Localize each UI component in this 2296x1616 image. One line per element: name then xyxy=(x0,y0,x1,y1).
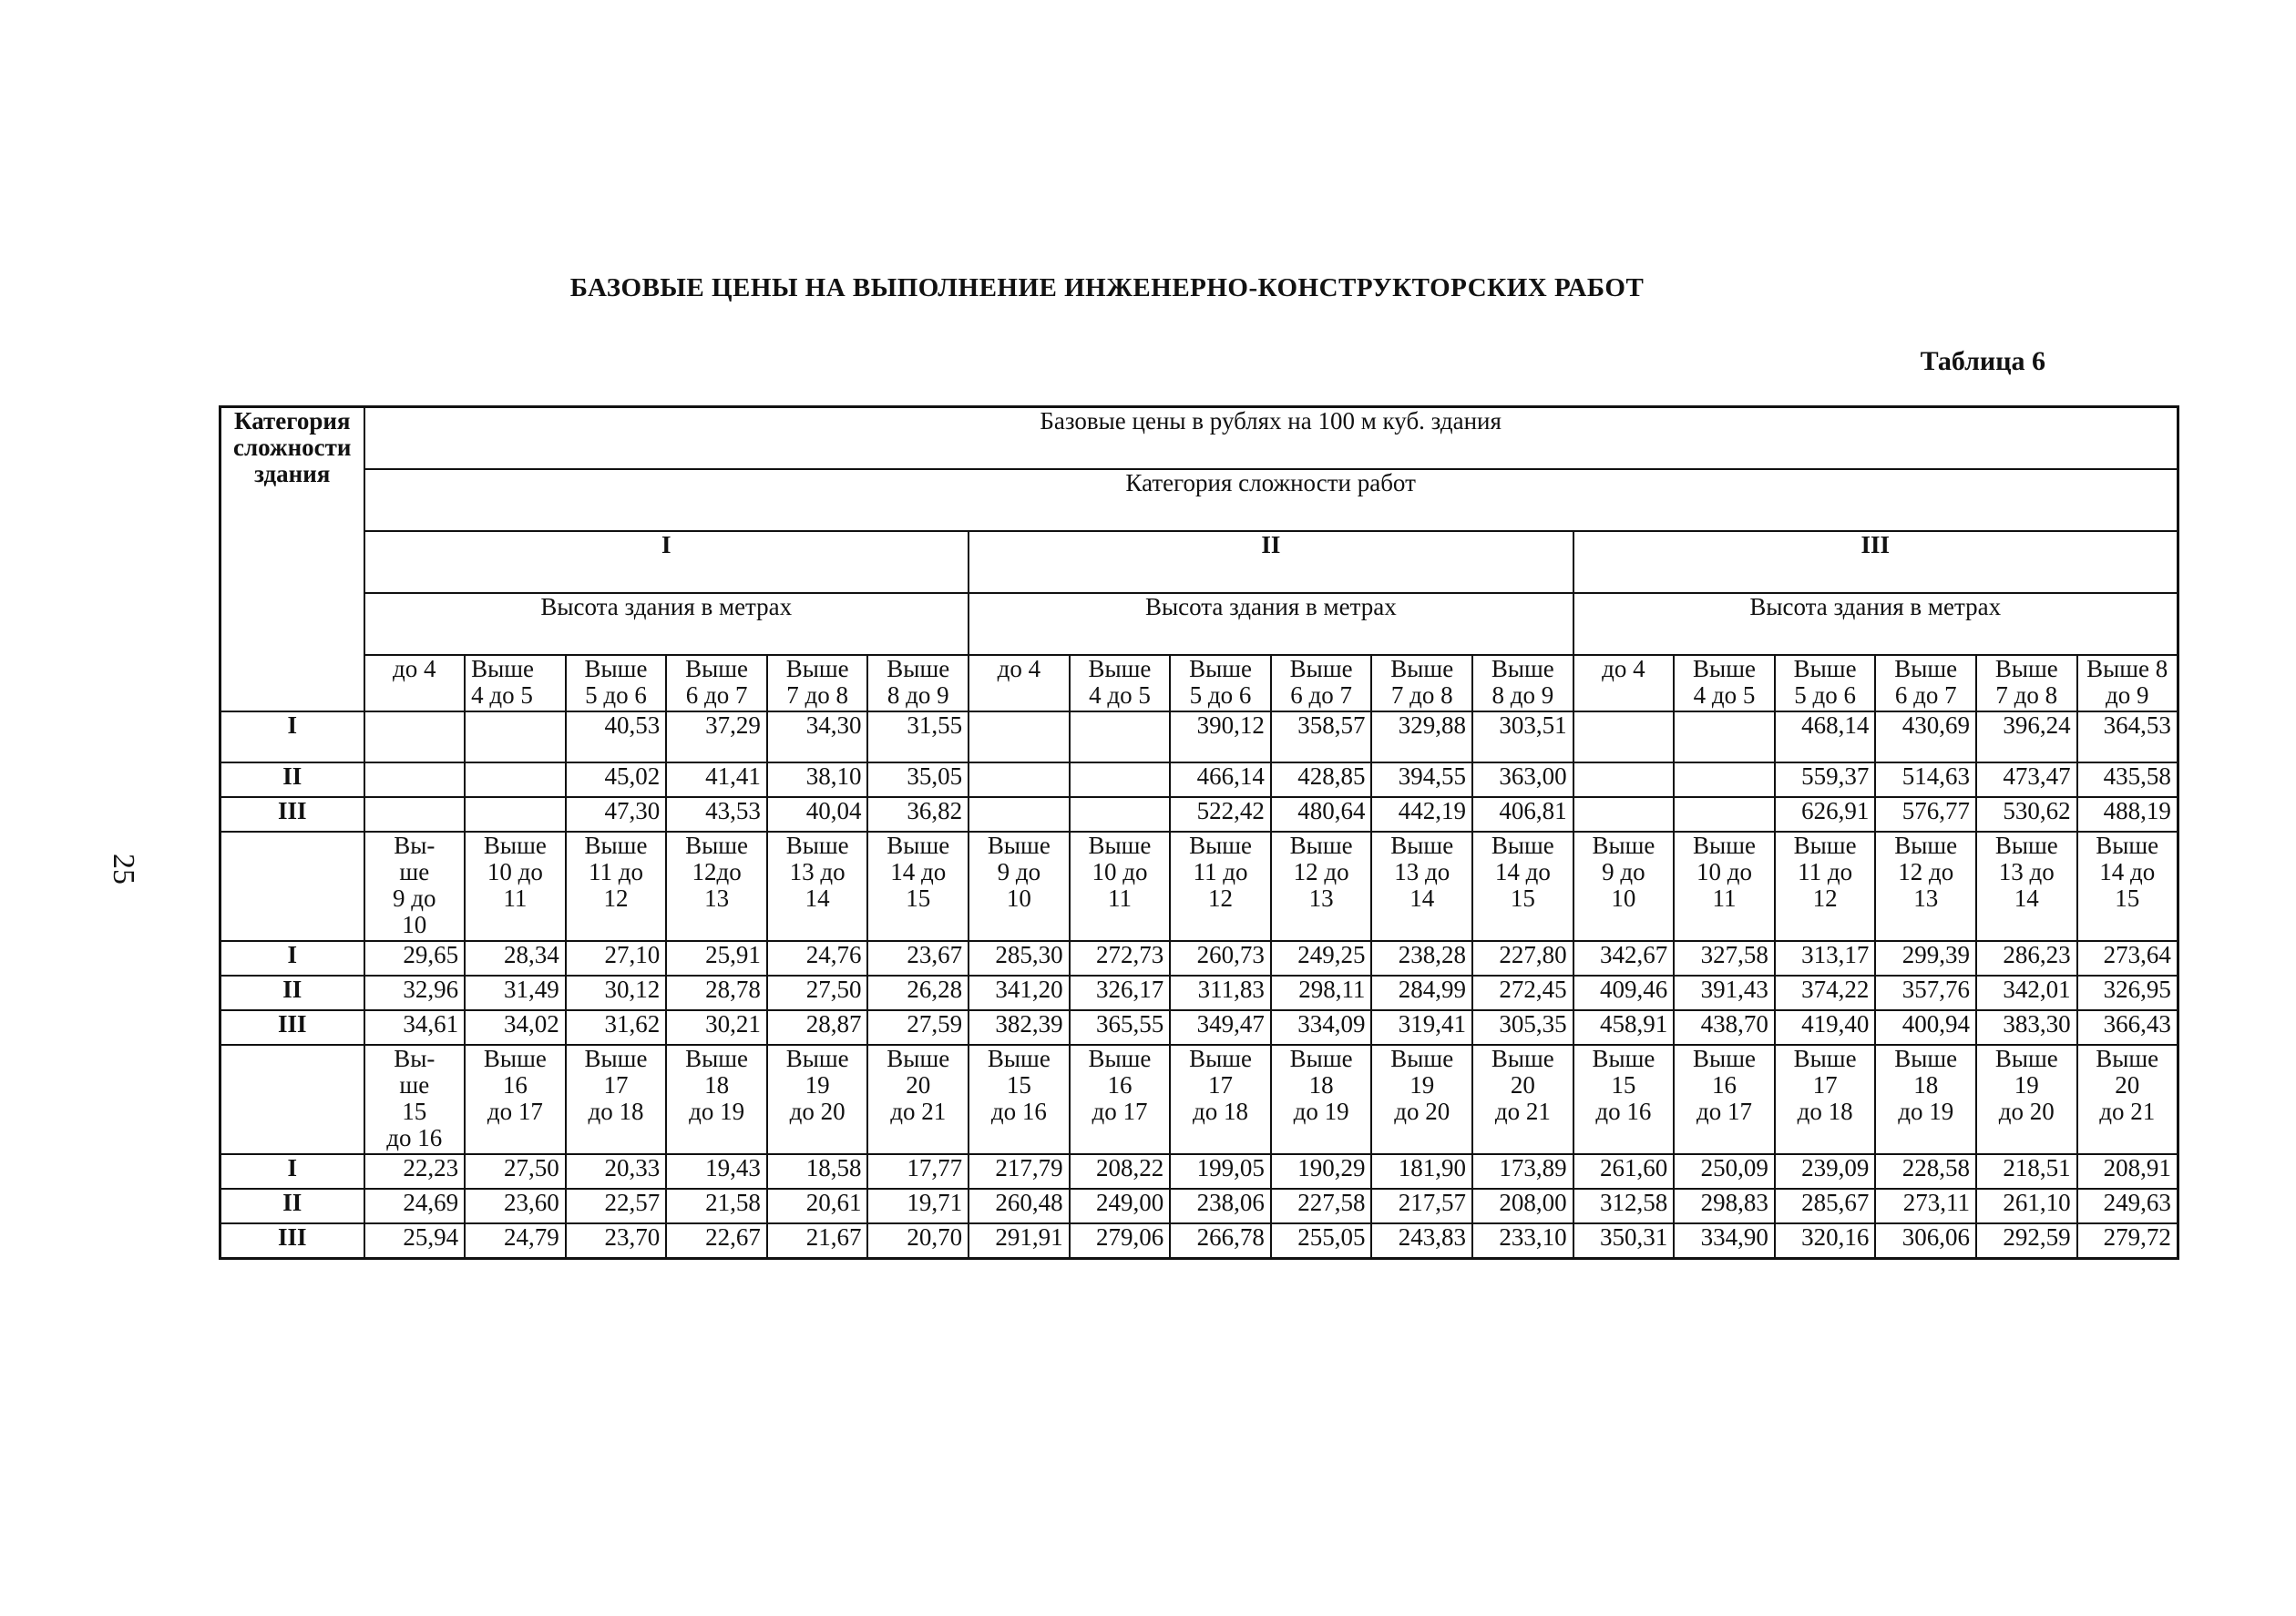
price-cell: 41,41 xyxy=(666,762,767,797)
price-cell: 25,91 xyxy=(666,941,767,976)
work-category-header: Категория сложности работ xyxy=(364,469,2178,531)
column-header: Выше 4 до 5 xyxy=(465,655,566,711)
price-cell: 559,37 xyxy=(1775,762,1876,797)
price-cell: 273,64 xyxy=(2077,941,2178,976)
price-cell: 364,53 xyxy=(2077,711,2178,762)
price-cell xyxy=(1070,711,1171,762)
price-cell: 249,00 xyxy=(1070,1189,1171,1223)
price-cell xyxy=(1674,711,1775,762)
price-cell: 261,60 xyxy=(1573,1154,1675,1189)
column-header: Выше 9 до 10 xyxy=(969,832,1070,941)
price-cell: 199,05 xyxy=(1170,1154,1271,1189)
price-cell: 40,04 xyxy=(767,797,868,832)
price-cell: 208,00 xyxy=(1472,1189,1573,1223)
price-cell: 20,61 xyxy=(767,1189,868,1223)
price-cell: 40,53 xyxy=(566,711,667,762)
price-cell: 27,10 xyxy=(566,941,667,976)
price-cell: 20,70 xyxy=(867,1223,969,1259)
price-cell: 279,72 xyxy=(2077,1223,2178,1259)
price-cell: 28,87 xyxy=(767,1010,868,1045)
table-label: Таблица 6 xyxy=(1920,346,2045,376)
price-cell: 430,69 xyxy=(1875,711,1976,762)
price-cell xyxy=(465,797,566,832)
work-category-i: I xyxy=(364,531,969,593)
price-cell xyxy=(1070,797,1171,832)
column-header: Выше 15 до 16 xyxy=(969,1045,1070,1154)
work-category-ii: II xyxy=(969,531,1573,593)
price-cell: 30,21 xyxy=(666,1010,767,1045)
price-cell: 313,17 xyxy=(1775,941,1876,976)
price-cell: 305,35 xyxy=(1472,1010,1573,1045)
row-category: I xyxy=(220,941,364,976)
price-cell: 400,94 xyxy=(1875,1010,1976,1045)
column-header: Выше 19 до 20 xyxy=(767,1045,868,1154)
price-cell: 374,22 xyxy=(1775,976,1876,1010)
price-cell: 31,55 xyxy=(867,711,969,762)
price-cell: 292,59 xyxy=(1976,1223,2077,1259)
price-cell: 260,48 xyxy=(969,1189,1070,1223)
price-cell: 365,55 xyxy=(1070,1010,1171,1045)
price-cell: 286,23 xyxy=(1976,941,2077,976)
price-cell xyxy=(1573,711,1675,762)
column-header: Выше 5 до 6 xyxy=(566,655,667,711)
price-cell: 217,57 xyxy=(1371,1189,1472,1223)
table-row xyxy=(220,762,2178,797)
block-header-blank xyxy=(220,832,364,941)
price-cell: 306,06 xyxy=(1875,1223,1976,1259)
price-header: Базовые цены в рублях на 100 м куб. здания xyxy=(364,407,2178,470)
column-header: Выше 14 до 15 xyxy=(1472,832,1573,941)
price-cell: 17,77 xyxy=(867,1154,969,1189)
block-header-blank xyxy=(220,1045,364,1154)
price-cell xyxy=(364,762,466,797)
price-cell: 208,22 xyxy=(1070,1154,1171,1189)
price-cell: 382,39 xyxy=(969,1010,1070,1045)
price-cell: 329,88 xyxy=(1371,711,1472,762)
price-cell: 21,67 xyxy=(767,1223,868,1259)
price-cell: 19,71 xyxy=(867,1189,969,1223)
column-header: Выше 15 до 16 xyxy=(1573,1045,1675,1154)
column-header: Выше 17 до 18 xyxy=(1170,1045,1271,1154)
price-cell: 34,02 xyxy=(465,1010,566,1045)
price-cell: 357,76 xyxy=(1875,976,1976,1010)
height-header-ii: Высота здания в метрах xyxy=(969,593,1573,655)
column-header: Выше 6 до 7 xyxy=(1875,655,1976,711)
price-cell xyxy=(969,797,1070,832)
column-header: Выше 18 до 19 xyxy=(1875,1045,1976,1154)
price-cell: 249,25 xyxy=(1271,941,1372,976)
column-header: Выше 14 до 15 xyxy=(867,832,969,941)
price-cell: 473,47 xyxy=(1976,762,2077,797)
price-cell: 19,43 xyxy=(666,1154,767,1189)
price-cell: 34,30 xyxy=(767,711,868,762)
price-cell: 238,28 xyxy=(1371,941,1472,976)
price-cell: 28,78 xyxy=(666,976,767,1010)
column-header: Выше 13 до 14 xyxy=(1976,832,2077,941)
price-cell: 409,46 xyxy=(1573,976,1675,1010)
price-cell: 530,62 xyxy=(1976,797,2077,832)
price-cell: 238,06 xyxy=(1170,1189,1271,1223)
column-header: Выше 10 до 11 xyxy=(1674,832,1775,941)
price-cell: 394,55 xyxy=(1371,762,1472,797)
price-cell xyxy=(465,711,566,762)
table-row xyxy=(220,797,2178,832)
column-header: Выше 4 до 5 xyxy=(1674,655,1775,711)
price-cell: 334,09 xyxy=(1271,1010,1372,1045)
price-cell: 260,73 xyxy=(1170,941,1271,976)
column-header: Выше 6 до 7 xyxy=(666,655,767,711)
price-cell: 250,09 xyxy=(1674,1154,1775,1189)
price-cell: 342,01 xyxy=(1976,976,2077,1010)
column-header: Выше 20 до 21 xyxy=(867,1045,969,1154)
column-header: Выше 10 до 11 xyxy=(465,832,566,941)
price-cell: 218,51 xyxy=(1976,1154,2077,1189)
price-cell: 284,99 xyxy=(1371,976,1472,1010)
price-cell xyxy=(1674,797,1775,832)
table-row xyxy=(220,1223,2178,1259)
column-header: до 4 xyxy=(969,655,1070,711)
price-cell: 22,23 xyxy=(364,1154,466,1189)
price-cell: 366,43 xyxy=(2077,1010,2178,1045)
price-cell: 190,29 xyxy=(1271,1154,1372,1189)
price-cell xyxy=(969,711,1070,762)
column-header: Выше 20 до 21 xyxy=(1472,1045,1573,1154)
price-cell: 31,49 xyxy=(465,976,566,1010)
column-header: Выше 14 до 15 xyxy=(2077,832,2178,941)
price-cell: 31,62 xyxy=(566,1010,667,1045)
price-cell: 181,90 xyxy=(1371,1154,1472,1189)
row-category: I xyxy=(220,711,364,762)
price-cell: 29,65 xyxy=(364,941,466,976)
price-cell: 28,34 xyxy=(465,941,566,976)
price-cell: 326,17 xyxy=(1070,976,1171,1010)
row-category: III xyxy=(220,797,364,832)
price-cell: 312,58 xyxy=(1573,1189,1675,1223)
price-cell xyxy=(969,762,1070,797)
price-cell: 23,67 xyxy=(867,941,969,976)
price-cell: 298,83 xyxy=(1674,1189,1775,1223)
price-cell: 383,30 xyxy=(1976,1010,2077,1045)
column-header: Выше 12 до 13 xyxy=(1271,832,1372,941)
price-cell: 35,05 xyxy=(867,762,969,797)
column-header: Выше 12 до 13 xyxy=(1875,832,1976,941)
price-cell: 303,51 xyxy=(1472,711,1573,762)
price-cell: 45,02 xyxy=(566,762,667,797)
price-cell xyxy=(465,762,566,797)
column-header: Выше 19 до 20 xyxy=(1976,1045,2077,1154)
price-cell: 26,28 xyxy=(867,976,969,1010)
price-cell: 466,14 xyxy=(1170,762,1271,797)
price-cell: 341,20 xyxy=(969,976,1070,1010)
table-row xyxy=(220,1189,2178,1223)
price-cell: 350,31 xyxy=(1573,1223,1675,1259)
column-header: Выше 10 до 11 xyxy=(1070,832,1171,941)
price-cell: 428,85 xyxy=(1271,762,1372,797)
price-cell: 21,58 xyxy=(666,1189,767,1223)
page-number: 25 xyxy=(107,854,140,885)
price-cell: 239,09 xyxy=(1775,1154,1876,1189)
column-header: Выше 7 до 8 xyxy=(1976,655,2077,711)
price-cell: 358,57 xyxy=(1271,711,1372,762)
price-cell: 24,69 xyxy=(364,1189,466,1223)
price-cell: 27,59 xyxy=(867,1010,969,1045)
row-category: II xyxy=(220,1189,364,1223)
price-cell: 32,96 xyxy=(364,976,466,1010)
column-header: Выше 16 до 17 xyxy=(1674,1045,1775,1154)
row-category: I xyxy=(220,1154,364,1189)
price-cell: 273,11 xyxy=(1875,1189,1976,1223)
price-cell: 22,67 xyxy=(666,1223,767,1259)
price-cell xyxy=(364,797,466,832)
column-header: Выше 5 до 6 xyxy=(1170,655,1271,711)
price-cell: 272,73 xyxy=(1070,941,1171,976)
price-cell: 311,83 xyxy=(1170,976,1271,1010)
price-cell: 363,00 xyxy=(1472,762,1573,797)
price-cell: 458,91 xyxy=(1573,1010,1675,1045)
column-header: Выше 8 до 9 xyxy=(867,655,969,711)
column-header: Выше 11 до 12 xyxy=(566,832,667,941)
column-header: Выше 9 до 10 xyxy=(1573,832,1675,941)
price-cell: 279,06 xyxy=(1070,1223,1171,1259)
column-header: Выше 13 до 14 xyxy=(767,832,868,941)
price-cell: 249,63 xyxy=(2077,1189,2178,1223)
column-header: до 4 xyxy=(364,655,466,711)
column-header: Выше 6 до 7 xyxy=(1271,655,1372,711)
price-cell: 442,19 xyxy=(1371,797,1472,832)
price-cell: 36,82 xyxy=(867,797,969,832)
price-cell: 38,10 xyxy=(767,762,868,797)
column-header: Вы- ше 9 до 10 xyxy=(364,832,466,941)
price-cell: 23,60 xyxy=(465,1189,566,1223)
column-header: Выше 13 до 14 xyxy=(1371,832,1472,941)
price-cell: 43,53 xyxy=(666,797,767,832)
price-cell: 326,95 xyxy=(2077,976,2178,1010)
price-cell: 435,58 xyxy=(2077,762,2178,797)
price-cell: 255,05 xyxy=(1271,1223,1372,1259)
column-header: Выше 11 до 12 xyxy=(1170,832,1271,941)
price-cell: 227,80 xyxy=(1472,941,1573,976)
work-category-iii: III xyxy=(1573,531,2178,593)
price-cell: 342,67 xyxy=(1573,941,1675,976)
price-cell: 488,19 xyxy=(2077,797,2178,832)
price-cell: 24,79 xyxy=(465,1223,566,1259)
column-header: Выше 12до 13 xyxy=(666,832,767,941)
column-header: Выше 7 до 8 xyxy=(1371,655,1472,711)
price-cell: 228,58 xyxy=(1875,1154,1976,1189)
price-cell: 285,67 xyxy=(1775,1189,1876,1223)
price-cell: 20,33 xyxy=(566,1154,667,1189)
price-cell xyxy=(364,711,466,762)
price-cell: 298,11 xyxy=(1271,976,1372,1010)
price-cell: 291,91 xyxy=(969,1223,1070,1259)
price-cell: 406,81 xyxy=(1472,797,1573,832)
price-cell xyxy=(1070,762,1171,797)
price-cell: 576,77 xyxy=(1875,797,1976,832)
price-cell xyxy=(1573,762,1675,797)
column-header: Выше 7 до 8 xyxy=(767,655,868,711)
price-cell: 27,50 xyxy=(465,1154,566,1189)
price-table xyxy=(219,405,2179,1260)
price-cell: 217,79 xyxy=(969,1154,1070,1189)
price-cell xyxy=(1674,762,1775,797)
column-header: Выше 16 до 17 xyxy=(1070,1045,1171,1154)
price-cell: 522,42 xyxy=(1170,797,1271,832)
price-cell: 514,63 xyxy=(1875,762,1976,797)
price-cell: 233,10 xyxy=(1472,1223,1573,1259)
column-header: Выше 19 до 20 xyxy=(1371,1045,1472,1154)
column-header: Выше 5 до 6 xyxy=(1775,655,1876,711)
table-row xyxy=(220,711,2178,762)
column-header: Выше 8 до 9 xyxy=(1472,655,1573,711)
column-header: до 4 xyxy=(1573,655,1675,711)
row-category: III xyxy=(220,1010,364,1045)
price-cell: 390,12 xyxy=(1170,711,1271,762)
price-cell: 24,76 xyxy=(767,941,868,976)
row-category: II xyxy=(220,762,364,797)
height-header-i: Высота здания в метрах xyxy=(364,593,969,655)
price-cell: 438,70 xyxy=(1674,1010,1775,1045)
price-cell: 227,58 xyxy=(1271,1189,1372,1223)
price-cell: 22,57 xyxy=(566,1189,667,1223)
price-cell: 285,30 xyxy=(969,941,1070,976)
column-header: Выше 20 до 21 xyxy=(2077,1045,2178,1154)
price-cell: 272,45 xyxy=(1472,976,1573,1010)
price-cell: 25,94 xyxy=(364,1223,466,1259)
price-cell: 34,61 xyxy=(364,1010,466,1045)
price-cell: 261,10 xyxy=(1976,1189,2077,1223)
table-row xyxy=(220,976,2178,1010)
price-cell: 173,89 xyxy=(1472,1154,1573,1189)
price-cell: 18,58 xyxy=(767,1154,868,1189)
price-cell: 349,47 xyxy=(1170,1010,1271,1045)
row-category: III xyxy=(220,1223,364,1259)
price-cell: 299,39 xyxy=(1875,941,1976,976)
column-header: Выше 17 до 18 xyxy=(1775,1045,1876,1154)
price-cell: 334,90 xyxy=(1674,1223,1775,1259)
column-header: Выше 18 до 19 xyxy=(666,1045,767,1154)
price-cell: 47,30 xyxy=(566,797,667,832)
column-header: Выше 4 до 5 xyxy=(1070,655,1171,711)
price-cell: 468,14 xyxy=(1775,711,1876,762)
table-row xyxy=(220,941,2178,976)
price-cell: 243,83 xyxy=(1371,1223,1472,1259)
table-row xyxy=(220,1154,2178,1189)
price-cell: 320,16 xyxy=(1775,1223,1876,1259)
table-row xyxy=(220,1010,2178,1045)
price-cell: 27,50 xyxy=(767,976,868,1010)
price-cell: 480,64 xyxy=(1271,797,1372,832)
column-header: Выше 17 до 18 xyxy=(566,1045,667,1154)
price-cell: 419,40 xyxy=(1775,1010,1876,1045)
column-header: Выше 11 до 12 xyxy=(1775,832,1876,941)
price-cell: 626,91 xyxy=(1775,797,1876,832)
column-header: Выше 18 до 19 xyxy=(1271,1045,1372,1154)
price-cell: 23,70 xyxy=(566,1223,667,1259)
price-cell: 208,91 xyxy=(2077,1154,2178,1189)
price-cell: 327,58 xyxy=(1674,941,1775,976)
row-category: II xyxy=(220,976,364,1010)
price-cell: 319,41 xyxy=(1371,1010,1472,1045)
price-cell: 37,29 xyxy=(666,711,767,762)
price-cell xyxy=(1573,797,1675,832)
price-cell: 30,12 xyxy=(566,976,667,1010)
page-title: БАЗОВЫЕ ЦЕНЫ НА ВЫПОЛНЕНИЕ ИНЖЕНЕРНО-КОНСТРУКТОРСКИХ РАБОТ xyxy=(569,273,1645,302)
price-cell: 396,24 xyxy=(1976,711,2077,762)
height-header-iii: Высота здания в метрах xyxy=(1573,593,2178,655)
corner-header: Категория сложности здания xyxy=(220,407,364,712)
price-cell: 391,43 xyxy=(1674,976,1775,1010)
column-header: Вы- ше 15 до 16 xyxy=(364,1045,466,1154)
column-header: Выше 16 до 17 xyxy=(465,1045,566,1154)
column-header: Выше 8 до 9 xyxy=(2077,655,2178,711)
price-cell: 266,78 xyxy=(1170,1223,1271,1259)
